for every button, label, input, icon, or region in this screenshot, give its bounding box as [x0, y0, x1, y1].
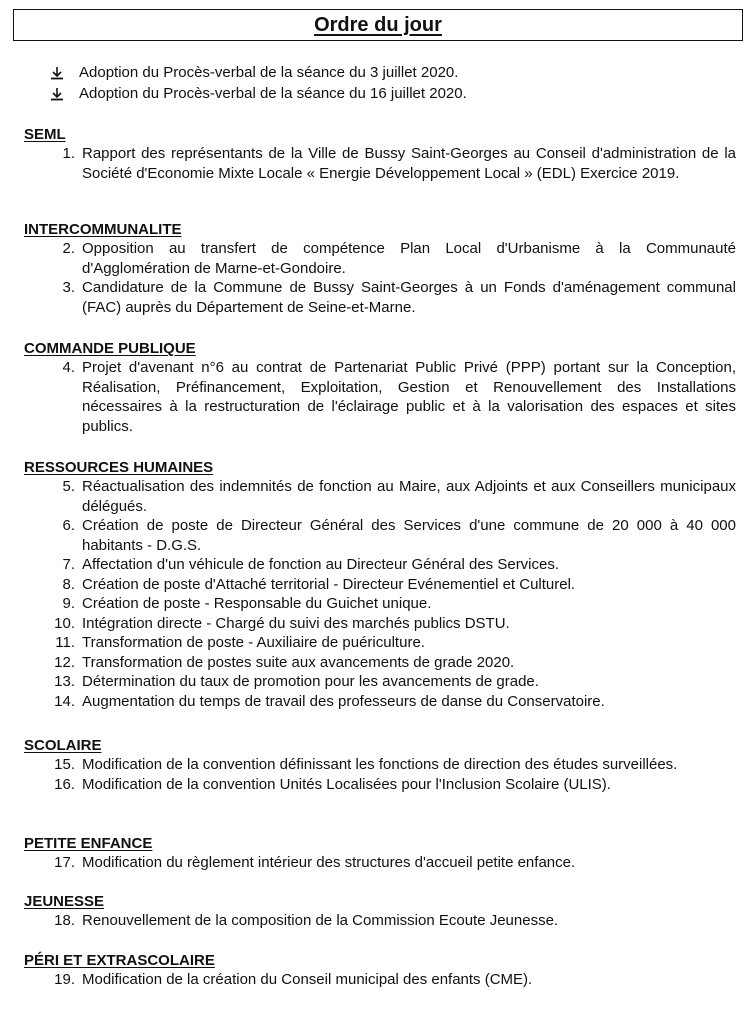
section-peri-extrascolaire	[24, 952, 736, 990]
item-text: Augmentation du temps de travail des professeurs de danse du Conservatoire.	[82, 692, 605, 710]
section-title: PÉRI ET EXTRASCOLAIRE	[24, 952, 215, 969]
section-commande-publique	[24, 340, 736, 436]
agenda-item	[24, 672, 736, 692]
item-number: 17.	[54, 854, 75, 871]
section-jeunesse	[24, 893, 736, 931]
section-ressources-humaines	[24, 459, 736, 711]
page-title: Ordre du jour	[314, 14, 442, 36]
agenda-item	[24, 614, 736, 634]
item-text: Projet d'avenant n°6 au contrat de Partenariat Public Privé (PPP) portant sur la Conception, Réalisation, Préfinancement, Exploitation, Gestion et Renouvellement des Installations nécessaires à la restructuration de l'éclairage public et à la valorisation des espaces et sites publics.	[82, 359, 736, 435]
item-number: 8.	[62, 575, 75, 593]
agenda-item	[24, 278, 736, 317]
item-number: 1.	[62, 145, 75, 162]
item-text: Renouvellement de la composition de la Commission Ecoute Jeunesse.	[82, 912, 559, 929]
section-petite-enfance	[24, 835, 736, 873]
item-text: Opposition au transfert de compétence Plan Local d'Urbanisme à la Communauté d'Agglomération de Marne-et-Gondoire.	[82, 240, 736, 277]
item-text: Création de poste d'Attaché territorial - Directeur Evénementiel et Culturel.	[82, 575, 576, 593]
item-number: 3.	[62, 279, 75, 296]
agenda-item	[24, 555, 736, 575]
arrow-bullet-icon	[50, 87, 64, 101]
section-title: SEML	[24, 126, 66, 143]
item-text: Candidature de la Commune de Bussy Saint-Georges à un Fonds d'aménagement communal (FAC) auprès du Département de Seine-et-Marne.	[82, 279, 736, 316]
agenda-item	[24, 239, 736, 278]
item-text: Transformation de poste - Auxiliaire de puériculture.	[82, 634, 425, 651]
agenda-item	[24, 653, 736, 673]
item-number: 19.	[54, 971, 75, 988]
item-text: Réactualisation des indemnités de fonction au Maire, aux Adjoints et aux Conseillers municipaux délégués.	[82, 478, 736, 515]
item-number: 5.	[62, 478, 75, 495]
item-text: Création de poste - Responsable du Guichet unique.	[82, 595, 432, 612]
agenda-item	[24, 516, 736, 555]
agenda-item	[24, 575, 736, 595]
item-number: 11.	[55, 634, 75, 651]
section-title: COMMANDE PUBLIQUE	[24, 340, 196, 357]
section-scolaire	[24, 737, 736, 794]
item-number: 9.	[62, 595, 75, 612]
section-title: PETITE ENFANCE	[24, 835, 153, 852]
item-text: Affectation d'un véhicule de fonction au Directeur Général des Services.	[82, 556, 560, 573]
item-text: Intégration directe - Chargé du suivi des marchés publics DSTU.	[82, 614, 510, 632]
item-text: Rapport des représentants de la Ville de Bussy Saint-Georges au Conseil d'administration de la Société d'Economie Mixte Locale « Energie Développement Local » (EDL) Exercice 2019.	[82, 145, 736, 182]
agenda-item	[24, 775, 736, 795]
section-title: RESSOURCES HUMAINES	[24, 459, 214, 476]
item-text: Création de poste de Directeur Général des Services d'une commune de 20 000 à 40 000 habitants - D.G.S.	[82, 517, 736, 554]
item-number: 15.	[54, 756, 75, 773]
item-text: Modification du règlement intérieur des structures d'accueil petite enfance.	[82, 854, 576, 871]
item-number: 7.	[62, 556, 75, 573]
item-number: 2.	[62, 240, 75, 257]
item-number: 4.	[62, 359, 75, 376]
adoption-text: Adoption du Procès-verbal de la séance du 16 juillet 2020.	[79, 85, 467, 102]
section-title: SCOLAIRE	[24, 737, 102, 754]
adoption-item	[50, 62, 467, 83]
item-number: 16.	[54, 775, 75, 793]
item-text: Détermination du taux de promotion pour les avancements de grade.	[82, 673, 539, 690]
section-seml	[24, 126, 736, 183]
item-number: 6.	[62, 517, 75, 534]
arrow-bullet-icon	[50, 66, 64, 80]
agenda-item	[24, 911, 736, 931]
agenda-item	[24, 853, 736, 873]
adoption-item	[50, 83, 467, 104]
agenda-item	[24, 144, 736, 183]
section-title: INTERCOMMUNALITE	[24, 221, 182, 238]
section-intercommunalite	[24, 221, 736, 317]
item-number: 12.	[54, 653, 75, 671]
agenda-item	[24, 358, 736, 436]
item-number: 10.	[54, 614, 75, 632]
agenda-item	[24, 692, 736, 712]
agenda-item	[24, 477, 736, 516]
item-number: 13.	[54, 673, 75, 690]
agenda-item	[24, 755, 736, 775]
agenda-item	[24, 594, 736, 614]
agenda-item	[24, 970, 736, 990]
section-title: JEUNESSE	[24, 893, 105, 910]
item-text: Transformation de postes suite aux avancements de grade 2020.	[82, 653, 515, 671]
item-text: Modification de la création du Conseil municipal des enfants (CME).	[82, 971, 533, 988]
adoption-list	[50, 62, 467, 104]
item-number: 18.	[54, 912, 75, 929]
title-box	[13, 9, 743, 41]
item-text: Modification de la convention définissant les fonctions de direction des études surveillées.	[82, 756, 678, 773]
item-text: Modification de la convention Unités Localisées pour l'Inclusion Scolaire (ULIS).	[82, 775, 611, 793]
item-number: 14.	[54, 692, 75, 710]
adoption-text: Adoption du Procès-verbal de la séance du 3 juillet 2020.	[79, 64, 459, 81]
agenda-item	[24, 633, 736, 653]
